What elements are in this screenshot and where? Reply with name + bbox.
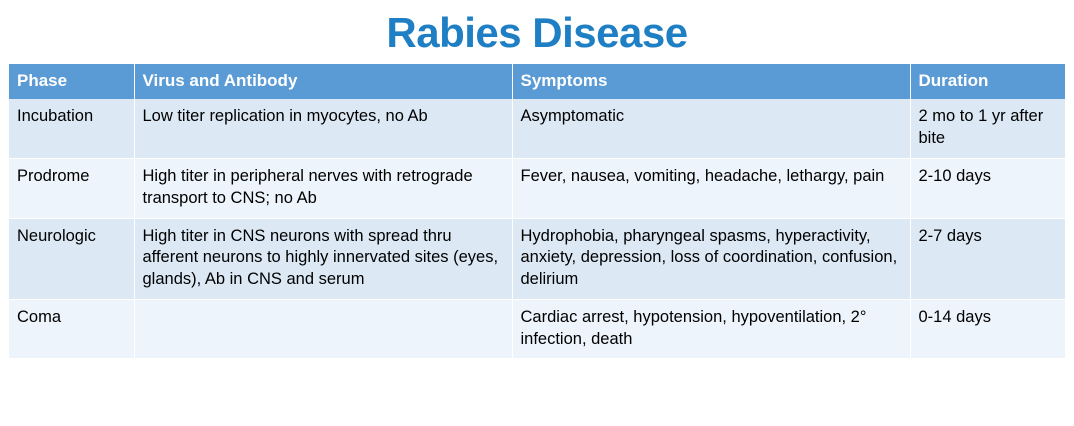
cell-phase: Coma bbox=[9, 299, 134, 358]
cell-virus-and-antibody: High titer in CNS neurons with spread thru afferent neurons to highly innervated sites (eyes, glands), Ab in CNS and serum bbox=[134, 218, 512, 299]
table-row bbox=[9, 99, 1065, 158]
cell-virus-and-antibody bbox=[134, 299, 512, 358]
table-body bbox=[9, 99, 1065, 358]
cell-virus-and-antibody: High titer in peripheral nerves with retrograde transport to CNS; no Ab bbox=[134, 158, 512, 218]
page-title: Rabies Disease bbox=[386, 9, 688, 56]
cell-symptoms: Fever, nausea, vomiting, headache, lethargy, pain bbox=[512, 158, 910, 218]
table-row bbox=[9, 158, 1065, 218]
column-header-virus-and-antibody: Virus and Antibody bbox=[134, 64, 512, 99]
rabies-disease-table bbox=[9, 64, 1065, 358]
column-header-phase: Phase bbox=[9, 64, 134, 99]
cell-phase: Incubation bbox=[9, 99, 134, 158]
cell-duration: 0-14 days bbox=[910, 299, 1065, 358]
cell-symptoms: Cardiac arrest, hypotension, hypoventilation, 2° infection, death bbox=[512, 299, 910, 358]
table-row bbox=[9, 218, 1065, 299]
table-header bbox=[9, 64, 1065, 99]
cell-duration: 2-10 days bbox=[910, 158, 1065, 218]
table-row bbox=[9, 299, 1065, 358]
cell-duration: 2 mo to 1 yr after bite bbox=[910, 99, 1065, 158]
column-header-duration: Duration bbox=[910, 64, 1065, 99]
cell-symptoms: Hydrophobia, pharyngeal spasms, hyperactivity, anxiety, depression, loss of coordination, confusion, delirium bbox=[512, 218, 910, 299]
cell-symptoms: Asymptomatic bbox=[512, 99, 910, 158]
cell-duration: 2-7 days bbox=[910, 218, 1065, 299]
cell-virus-and-antibody: Low titer replication in myocytes, no Ab bbox=[134, 99, 512, 158]
column-header-symptoms: Symptoms bbox=[512, 64, 910, 99]
table-header-row bbox=[9, 64, 1065, 99]
cell-phase: Prodrome bbox=[9, 158, 134, 218]
cell-phase: Neurologic bbox=[9, 218, 134, 299]
